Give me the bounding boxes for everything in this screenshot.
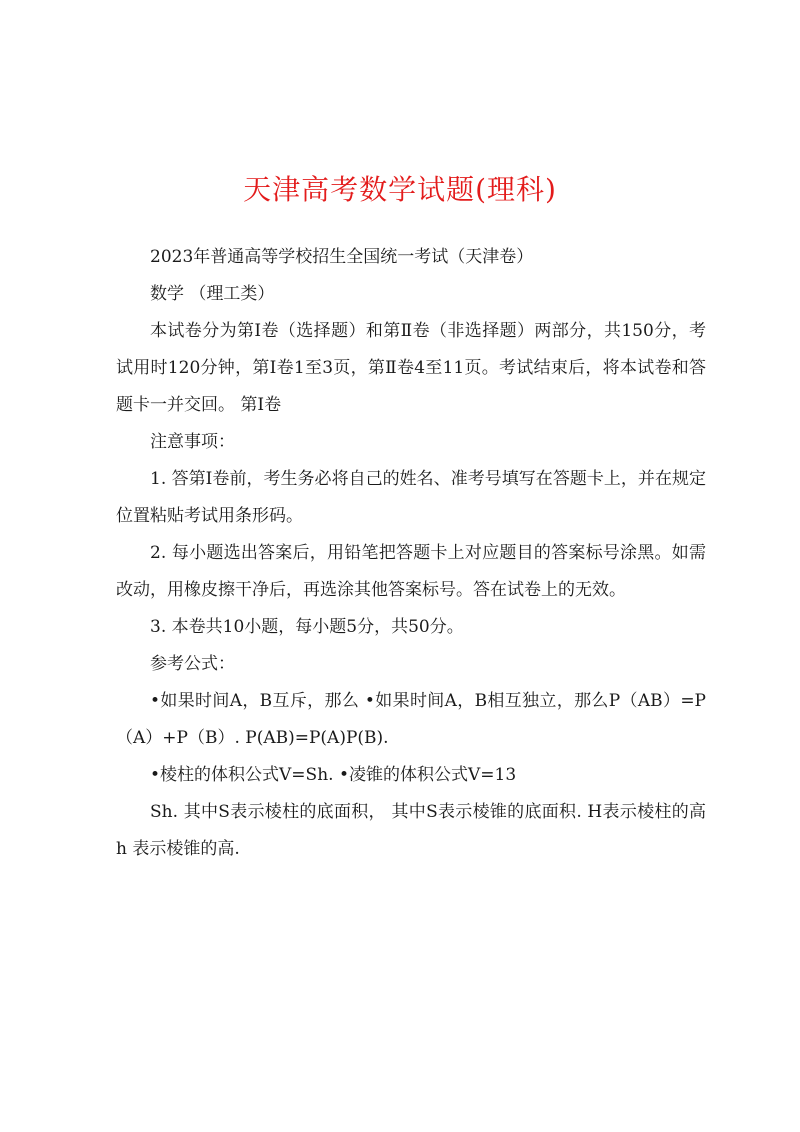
note-item-3: 3. 本卷共10小题，每小题5分，共50分。 [150,617,464,637]
note-item-2: 2. 每小题选出答案后，用铅笔把答题卡上对应题目的答案标号涂黑。如需改动，用橡皮擦干净后，再选涂其他答案标号。答在试卷上的无效。 [116,543,706,600]
formula-volume: •棱柱的体积公式V=Sh. •凌锥的体积公式V=13 [150,765,517,785]
document-title: 天津高考数学试题(理科) [243,173,557,206]
document-body [116,239,706,868]
subject-paragraph: 数学 （理工类） [150,284,275,304]
exam-intro-paragraph: 本试卷分为第Ⅰ卷（选择题）和第Ⅱ卷（非选择题）两部分，共150分，考试用时120分钟，第Ⅰ卷1至3页，第Ⅱ卷4至11页。考试结束后，将本试卷和答题卡一并交回。 第Ⅰ卷 [116,321,706,415]
formulas-heading: 参考公式： [150,654,235,674]
exam-name-paragraph: 2023年普通高等学校招生全国统一考试（天津卷） [150,247,534,267]
notes-heading: 注意事项： [150,432,235,452]
note-item-1: 1. 答第Ⅰ卷前，考生务必将自己的姓名、准考号填写在答题卡上，并在规定位置粘贴考试用条形码。 [116,469,706,526]
formula-probability: •如果时间A，B互斥，那么 •如果时间A，B相互独立，那么P（AB）=P（A）+P（B）. P(AB)=P(A)P(B). [116,691,706,748]
formula-notes: Sh. 其中S表示棱柱的底面积， 其中S表示棱锥的底面积. H表示棱柱的高 h 表示棱锥的高. [116,802,706,859]
